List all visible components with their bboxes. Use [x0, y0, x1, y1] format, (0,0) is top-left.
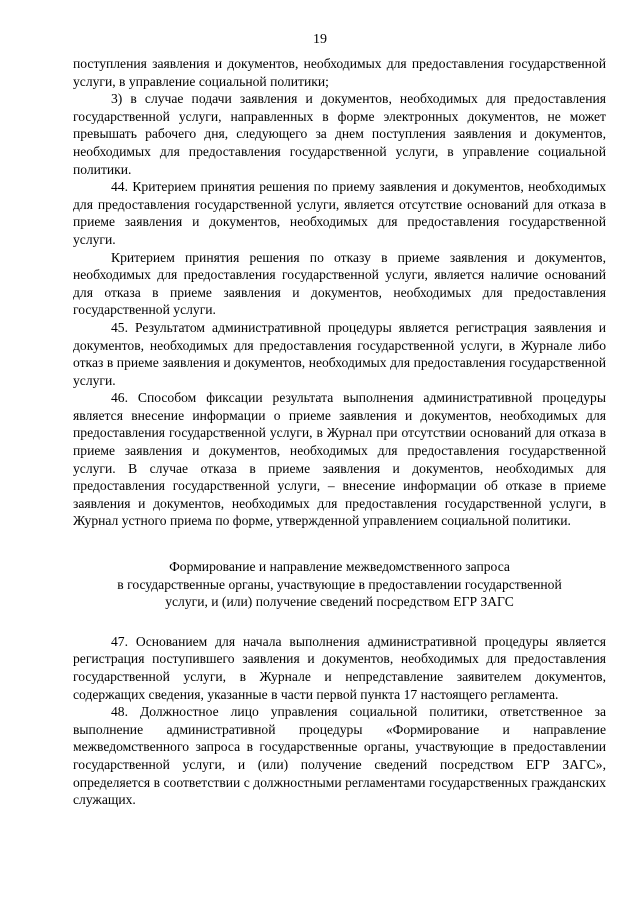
section-heading-line: Формирование и направление межведомственного запроса — [169, 559, 510, 575]
paragraph: 45. Результатом административной процедуры является регистрация заявления и документов, необходимых для предоставления государственной услуги, в Журнале либо отказ в приеме заявления и документов, необходимых для предоставления государственной услуги. — [73, 319, 606, 388]
paragraph: 44. Критерием принятия решения по приему заявления и документов, необходимых для предоставления государственной услуги, является отсутствие оснований для отказа в приеме заявления и документов, необходимых для предоставления государственной услуги. — [73, 179, 606, 247]
paragraph: 46. Способом фиксации результата выполнения административной процедуры является внесение информации о приеме заявления и документов, необходимых для предоставления государственной услуги, в Журнал при отсутствии оснований для отказа в приеме заявления и документов, необходимых для предоставления государственной услуги. В случае отказа в приеме заявления и документов, необходимых для предоставления государственной услуги, – внесение информации об отказе в приеме заявления и документов, необходимых для предоставления государственной услуги, в Журнал устного приема по форме, утвержденной управлением социальной политики. — [73, 390, 606, 529]
paragraph: 3) в случае подачи заявления и документов, необходимых для предоставления государственной услуги, направленных в форме электронных документов, не может превышать рабочего дня, следующего за днем поступления заявления и документов, необходимых для предоставления государственной услуги, в управление социальной политики. — [73, 91, 606, 177]
document-body — [73, 55, 606, 809]
paragraph: Критерием принятия решения по отказу в приеме заявления и документов, необходимых для предоставления государственной услуги, является наличие оснований для отказа в приеме заявления и документов, необходимых для предоставления государственной услуги. — [73, 249, 606, 318]
section-heading-line: услуги, и (или) получение сведений посредством ЕГР ЗАГС — [165, 594, 514, 610]
paragraph: 48. Должностное лицо управления социальной политики, ответственное за выполнение административной процедуры «Формирование и направление межведомственного запроса в государственные органы, участвующие в предоставлении государственной услуги, и (или) получение сведений посредством ЕГР ЗАГС», определяется в соответствии с должностными регламентами государственных гражданских служащих. — [73, 704, 606, 808]
section-heading — [73, 558, 606, 611]
section-heading-line: в государственные органы, участвующие в предоставлении государственной — [117, 576, 562, 592]
paragraph: 47. Основанием для начала выполнения административной процедуры является регистрация поступившего заявления и документов, необходимых для предоставления государственной услуги, в Журнале и непредставление заявителем документов, содержащих сведения, указанные в части первой пункта 17 настоящего регламента. — [73, 633, 606, 702]
paragraph: поступления заявления и документов, необходимых для предоставления государственной услуги, в управление социальной политики; — [73, 56, 606, 89]
page-number: 19 — [313, 32, 327, 47]
